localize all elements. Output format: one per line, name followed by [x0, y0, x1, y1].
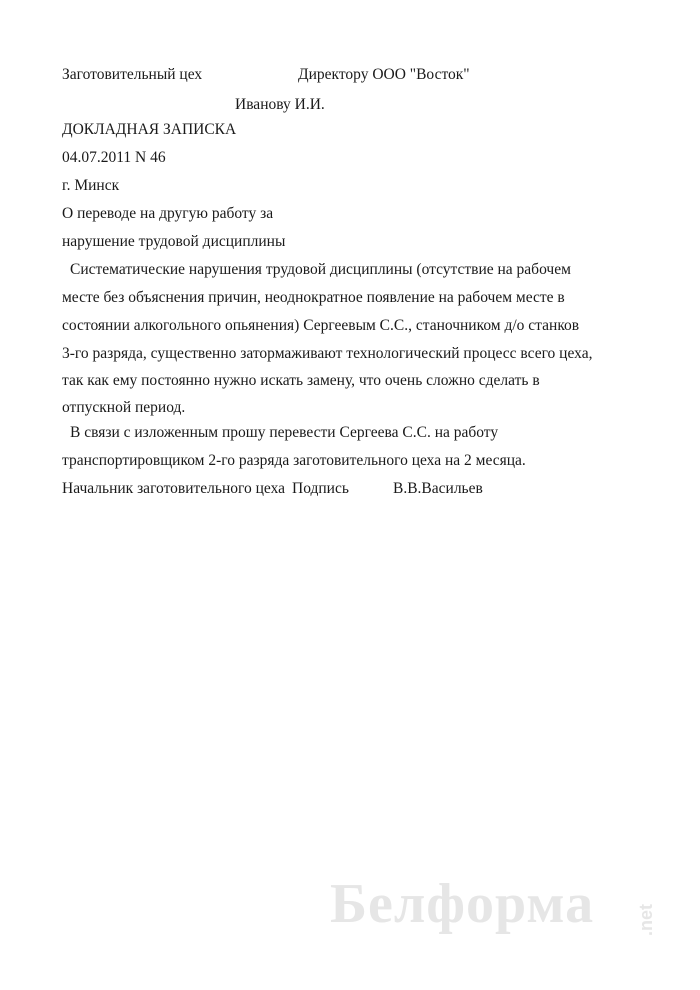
- paragraph1-line-5: так как ему постоянно нужно искать замену, что очень сложно сделать в: [62, 372, 540, 389]
- watermark-suffix: .net: [636, 903, 656, 936]
- department-label: Заготовительный цех: [62, 66, 203, 83]
- paragraph1-line-1: Систематические нарушения трудовой дисциплины (отсутствие на рабочем: [70, 261, 571, 278]
- signature-label: Подпись: [292, 480, 349, 497]
- subject-line-2: нарушение трудовой дисциплины: [62, 233, 286, 250]
- watermark-logo: Белформа: [330, 873, 595, 935]
- paragraph1-line-3: состоянии алкогольного опьянения) Сергеевым С.С., станочником д/о станков: [62, 317, 580, 334]
- signature-name: В.В.Васильев: [393, 480, 483, 497]
- paragraph2-line-1: В связи с изложенным прошу перевести Сергеева С.С. на работу: [70, 424, 499, 441]
- paragraph1-line-2: месте без объяснения причин, неоднократное появление на рабочем месте в: [62, 289, 565, 306]
- paragraph1-line-6: отпускной период.: [62, 399, 186, 416]
- document-title: ДОКЛАДНАЯ ЗАПИСКА: [62, 121, 237, 138]
- document-city: г. Минск: [62, 177, 120, 194]
- addressee-title: Директору ООО "Восток": [298, 66, 470, 83]
- paragraph2-line-2: транспортировщиком 2-го разряда заготовительного цеха на 2 месяца.: [62, 452, 526, 469]
- subject-line-1: О переводе на другую работу за: [62, 205, 274, 222]
- document-date-number: 04.07.2011 N 46: [62, 149, 166, 166]
- paragraph1-line-4: 3-го разряда, существенно затормаживают технологический процесс всего цеха,: [62, 345, 593, 362]
- addressee-name: Иванову И.И.: [235, 96, 325, 113]
- signature-position: Начальник заготовительного цеха: [62, 480, 286, 497]
